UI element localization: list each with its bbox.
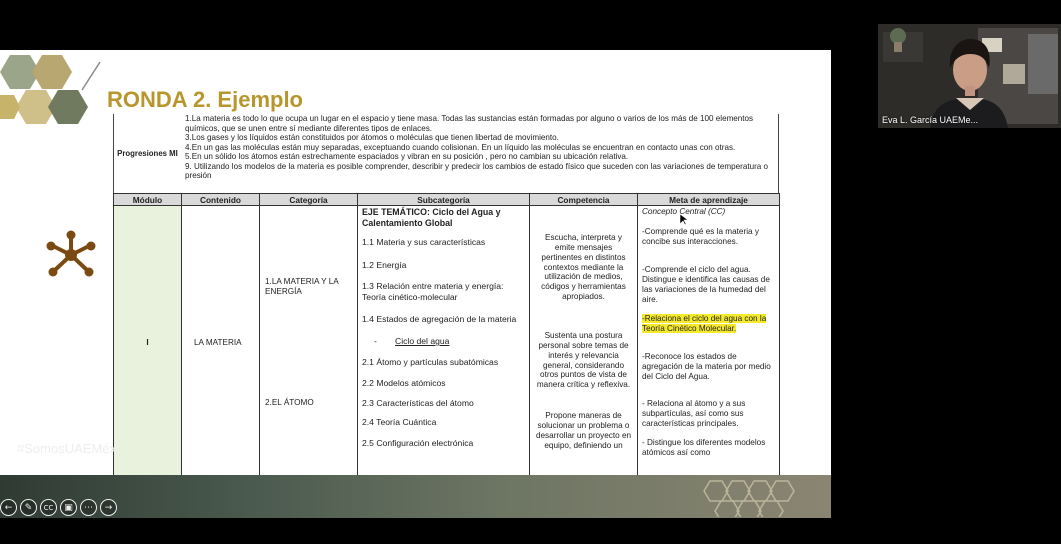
shared-slide xyxy=(0,50,831,518)
mouse-cursor-icon xyxy=(680,214,688,226)
sub-item: 1.2 Energía xyxy=(362,260,407,270)
molecule-icon xyxy=(45,230,97,280)
progresiones-label: Progresiones MI xyxy=(117,148,178,158)
competencia-item: Sustenta una postura personal sobre temas de interés y relevancia general, considerando otros puntos de vista de manera crítica y reflexiva. xyxy=(536,331,631,390)
progresion-item: 5.En un sólido los átomos están estrechamente espaciados y vibran en su posición , pero no cambian su ubicación relativa. xyxy=(185,152,629,162)
cell-categoria xyxy=(260,206,358,480)
header-subcategoria: Subcategoría xyxy=(358,194,530,206)
sub-item: 2.3 Características del átomo xyxy=(362,398,474,408)
header-categoria: Categoría xyxy=(260,194,358,206)
cell-competencia xyxy=(530,206,638,480)
header-competencia: Competencia xyxy=(530,194,638,206)
sub-item: 2.1 Átomo y partículas subatómicas xyxy=(362,357,499,367)
table-header-row xyxy=(114,194,780,206)
sub-item: 2.5 Configuración electrónica xyxy=(362,438,474,448)
progresiones-text xyxy=(181,114,778,193)
participant-video-feed xyxy=(878,24,1061,128)
table-row xyxy=(114,206,780,480)
meta-item: -Comprende el ciclo del agua. Distingue e identifica las causas de las variaciones de la humedad del aire. xyxy=(642,265,770,304)
meta-item: -Reconoce los estados de agregación de la materia por medio del Ciclo del Agua. xyxy=(642,352,771,381)
captions-icon[interactable]: CC xyxy=(40,499,57,516)
meta-item-highlighted xyxy=(642,314,775,334)
categoria-2: 2.EL ÁTOMO xyxy=(265,398,314,407)
hashtag-label: #SomosUAEMéx xyxy=(17,441,116,456)
progresion-item: 9. Utilizando los modelos de la materia es posible comprender, describir y predecir los cambios de estado físico que suceden con las variaciones de temperatura o presión xyxy=(185,161,769,181)
more-icon[interactable]: ⋯ xyxy=(80,499,97,516)
sub-item: 2.2 Modelos atómicos xyxy=(362,378,446,388)
meta-item: -Comprende qué es la materia y concibe sus interacciones. xyxy=(642,227,759,246)
meta-item: - Relaciona al átomo y a sus subpartículas, así como sus características principales. xyxy=(642,399,746,428)
progresion-item: 3.Los gases y los líquidos están constituidos por átomos o moléculas que tienen libertad de movimiento. xyxy=(185,133,559,143)
cell-contenido: LA MATERIA xyxy=(182,206,260,480)
sub-bullet-ciclo-agua: Ciclo del agua xyxy=(395,336,450,346)
content-table xyxy=(113,193,780,480)
sub-item: 1.1 Materia y sus características xyxy=(362,237,486,247)
meta-item: - Distingue los diferentes modelos atómicos así como xyxy=(642,438,766,457)
header-contenido: Contenido xyxy=(182,194,260,206)
competencia-item: Propone maneras de solucionar un problema o desarrollar un proyecto en equipo, definiendo un xyxy=(535,411,632,450)
categoria-1: 1.LA MATERIA Y LA ENERGÍA xyxy=(265,277,339,296)
header-meta: Meta de aprendizaje xyxy=(638,194,780,206)
highlight-text: -Relaciona el ciclo del agua con la Teoría Cinético Molecular. xyxy=(642,314,767,333)
pen-icon[interactable]: ✎ xyxy=(20,499,37,516)
sub-item: 1.3 Relación entre materia y energía: Teoría cinético-molecular xyxy=(362,281,504,302)
hexagon-pattern-icon xyxy=(700,477,820,517)
prev-arrow-icon[interactable]: ← xyxy=(0,499,17,516)
slide-title: RONDA 2. Ejemplo xyxy=(107,87,303,112)
hexagon-decoration-icon xyxy=(0,50,110,135)
cell-meta xyxy=(638,206,780,480)
meta-heading: Concepto Central (CC) xyxy=(642,207,726,216)
sub-item: 2.4 Teoría Cuántica xyxy=(362,417,437,427)
planning-document xyxy=(113,114,779,480)
progresiones-row xyxy=(113,114,779,193)
header-modulo: Módulo xyxy=(114,194,182,206)
slide-footer-banner xyxy=(0,475,831,518)
progresion-item: 4.En un gas las moléculas están muy separadas, exceptuando cuando colisionan. En un líquido las moléculas se encuentran en contacto unas con otras. xyxy=(185,142,736,152)
video-icon[interactable]: ▣ xyxy=(60,499,77,516)
eje-tematico: EJE TEMÁTICO: Ciclo del Agua y Calentamiento Global xyxy=(362,207,501,229)
cell-subcategoria xyxy=(358,206,530,480)
next-arrow-icon[interactable]: → xyxy=(100,499,117,516)
sub-bullet-dash: - xyxy=(374,336,377,346)
competencia-item: Escucha, interpreta y emite mensajes pertinentes en distintos contextos mediante la utilización de medios, códigos y herramientas apropiados. xyxy=(541,233,626,302)
slide-controls xyxy=(0,499,117,516)
participant-name-label: Eva L. García UAEMe... xyxy=(882,115,979,125)
cell-modulo: I xyxy=(114,206,182,480)
sub-item: 1.4 Estados de agregación de la materia xyxy=(362,314,517,324)
progresion-item: 1.La materia es todo lo que ocupa un lugar en el espacio y tiene masa. Todas las sustancias están formadas por alguno o varios de los más de 100 elementos químicos, que se unen entre sí mediante diferentes tipos de enlaces. xyxy=(185,114,754,133)
participant-video-tile[interactable] xyxy=(878,24,1061,128)
